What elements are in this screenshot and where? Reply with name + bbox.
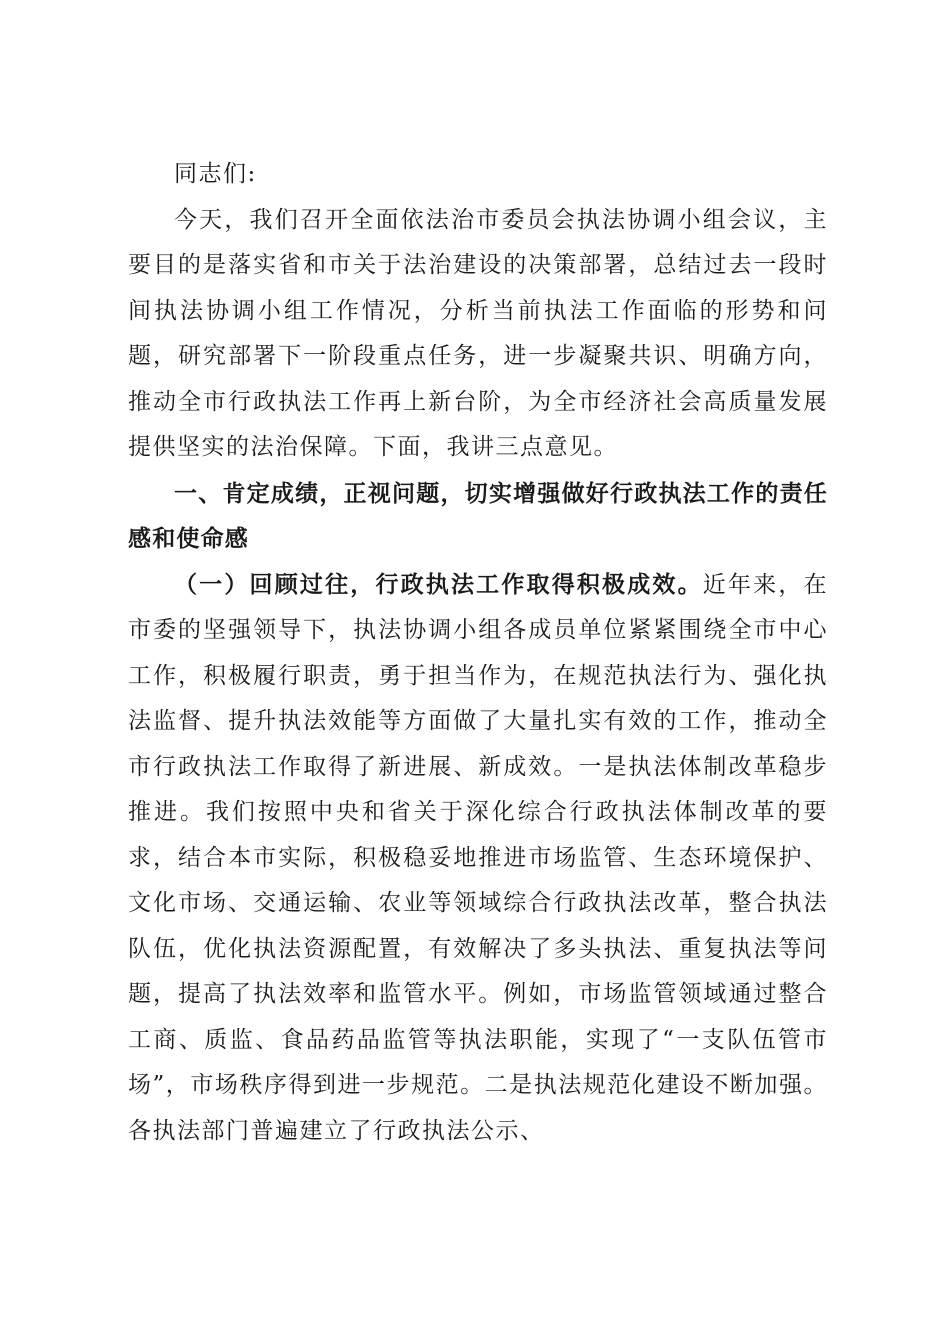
salutation: 同志们: [174, 161, 257, 187]
intro-paragraph: 今天，我们召开全面依法治市委员会执法协调小组会议，主要目的是落实省和市关于法治建设的决策部署，总结过去一段时间执法协调小组工作情况，分析当前执法工作面临的形势和问题，研究部署下一阶段重点任务，进一步凝聚共识、明确方向，推动全市行政执法工作再上新台阶，为全市经济社会高质量发展提供坚实的法治保障。下面，我讲三点意见。 [128, 206, 828, 460]
subsection-lead: （一）回顾过往，行政执法工作取得积极成效。 [174, 570, 703, 598]
subsection-body: 近年来，在市委的坚强领导下，执法协调小组各成员单位紧紧围绕全市中心工作，积极履行职责，勇于担当作为，在规范执法行为、强化执法监督、提升执法效能等方面做了大量扎实有效的工作，推动全市行政执法工作取得了新进展、新成效。一是执法体制改革稳步推进。我们按照中央和省关于深化综合行政执法体制改革的要求，结合本市实际，积极稳妥地推进市场监管、生态环境保护、文化市场、交通运输、农业等领域综合行政执法改革，整合执法队伍，优化执法资源配置，有效解决了多头执法、重复执法等问题，提高了执法效率和监管水平。例如，市场监管领域通过整合工商、质监、食品药品监管等执法职能，实现了“一支队伍管市场”，市场秩序得到进一步规范。二是执法规范化建设不断加强。各执法部门普遍建立了行政执法公示、 [128, 571, 829, 1144]
document-body [128, 152, 828, 1154]
section-heading: 一、肯定成绩，正视问题，切实增强做好行政执法工作的责任感和使命感 [128, 479, 828, 552]
subsection-paragraph [128, 562, 828, 1155]
